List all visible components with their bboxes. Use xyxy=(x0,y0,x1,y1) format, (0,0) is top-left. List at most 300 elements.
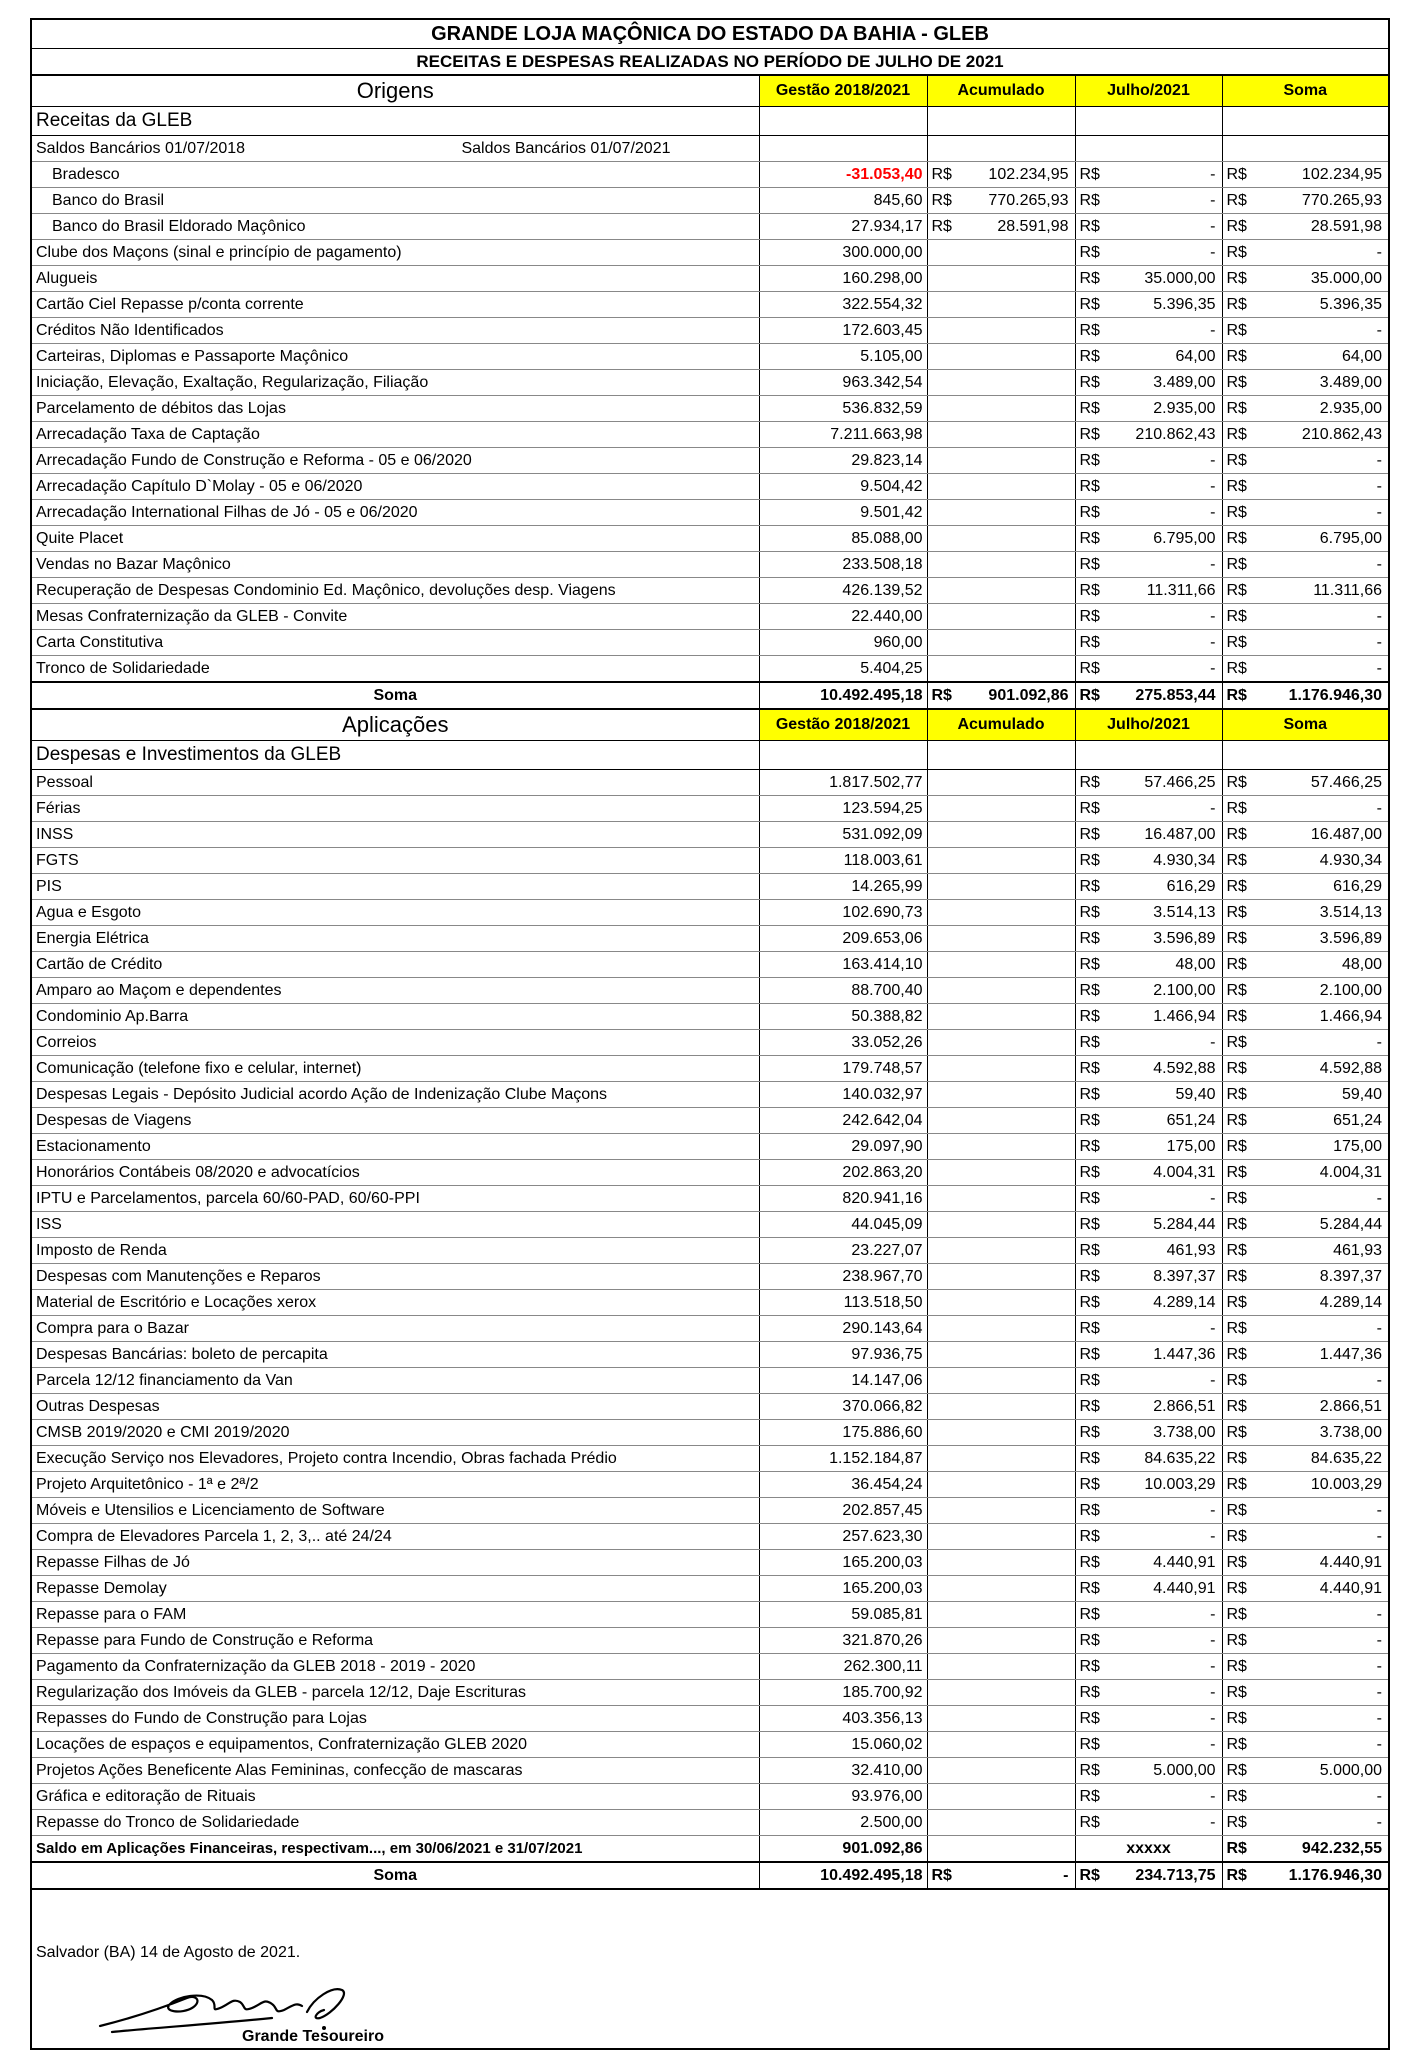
row-label: Arrecadação Fundo de Construção e Reforma - 05 e 06/2020 xyxy=(32,448,759,474)
julho xyxy=(1075,1368,1222,1394)
soma xyxy=(1222,240,1388,266)
gestao-value: 233.508,18 xyxy=(759,552,927,578)
currency-symbol: R$ xyxy=(1226,1242,1247,1259)
row-label: Estacionamento xyxy=(32,1134,759,1160)
empty-cell xyxy=(927,1238,1075,1264)
saldo-label: Saldo em Aplicações Financeiras, respectivam..., em 30/06/2021 e 31/07/2021 xyxy=(32,1836,759,1863)
soma-value: 4.004,31 xyxy=(1319,1164,1382,1181)
column-header: Acumulado xyxy=(927,75,1075,107)
gestao-value: 257.623,30 xyxy=(759,1524,927,1550)
column-header: Julho/2021 xyxy=(1075,75,1222,107)
julho xyxy=(1075,1290,1222,1316)
currency-symbol: R$ xyxy=(1079,1190,1100,1207)
currency-symbol: R$ xyxy=(1079,660,1100,677)
table-row xyxy=(32,926,1388,952)
julho xyxy=(1075,214,1222,240)
empty-cell xyxy=(927,1524,1075,1550)
table-row xyxy=(32,770,1388,796)
soma xyxy=(1222,1758,1388,1784)
gestao-value: 242.642,04 xyxy=(759,1108,927,1134)
julho-value: - xyxy=(1210,1320,1216,1337)
row-label: Banco do Brasil Eldorado Maçônico xyxy=(32,214,759,240)
table-row xyxy=(32,1628,1388,1654)
gestao-value: 179.748,57 xyxy=(759,1056,927,1082)
gestao-value: 165.200,03 xyxy=(759,1576,927,1602)
currency-symbol: R$ xyxy=(1226,956,1247,973)
julho-value: - xyxy=(1210,634,1216,651)
julho xyxy=(1075,1602,1222,1628)
table-row xyxy=(32,1784,1388,1810)
soma-value: - xyxy=(1376,1606,1382,1623)
currency-symbol: R$ xyxy=(1226,192,1247,209)
table-row xyxy=(32,604,1388,630)
julho-value: - xyxy=(1210,608,1216,625)
julho xyxy=(1075,1784,1222,1810)
row-label: Agua e Esgoto xyxy=(32,900,759,926)
julho-value: - xyxy=(1210,478,1216,495)
julho xyxy=(1075,900,1222,926)
gestao-value: 27.934,17 xyxy=(759,214,927,240)
julho-value: - xyxy=(1210,1632,1216,1649)
soma xyxy=(1222,1186,1388,1212)
julho xyxy=(1075,1342,1222,1368)
acumulado xyxy=(927,188,1075,214)
row-label: Projetos Ações Beneficente Alas Femininas, confecção de mascaras xyxy=(32,1758,759,1784)
gestao-value: 50.388,82 xyxy=(759,1004,927,1030)
empty-cell xyxy=(927,796,1075,822)
empty-cell xyxy=(927,266,1075,292)
saldo-julho: xxxxx xyxy=(1075,1836,1222,1863)
soma xyxy=(1222,214,1388,240)
empty-cell xyxy=(759,107,927,136)
gestao-value: 403.356,13 xyxy=(759,1706,927,1732)
soma-value: - xyxy=(1376,1788,1382,1805)
soma-value: 64,00 xyxy=(1341,348,1382,365)
empty-cell xyxy=(927,578,1075,604)
soma-value: - xyxy=(1376,1814,1382,1831)
julho-value: 48,00 xyxy=(1175,956,1216,973)
table-row xyxy=(32,1732,1388,1758)
row-label: Pagamento da Confraternização da GLEB 2018 - 2019 - 2020 xyxy=(32,1654,759,1680)
currency-symbol: R$ xyxy=(1226,1268,1247,1285)
empty-cell xyxy=(927,1602,1075,1628)
currency-symbol: R$ xyxy=(1226,930,1247,947)
row-label: Despesas Bancárias: boleto de percapita xyxy=(32,1342,759,1368)
currency-symbol: R$ xyxy=(1226,1216,1247,1233)
currency-symbol: R$ xyxy=(1079,1450,1100,1467)
gestao-value: -31.053,40 xyxy=(759,162,927,188)
gestao-value: 2.500,00 xyxy=(759,1810,927,1836)
table-row xyxy=(32,1576,1388,1602)
total-gestao: 10.492.495,18 xyxy=(759,682,927,709)
saldos-bancarios-row xyxy=(32,136,1388,162)
empty-cell xyxy=(927,1082,1075,1108)
gestao-value: 960,00 xyxy=(759,630,927,656)
currency-symbol: R$ xyxy=(931,687,952,704)
soma-value: 461,93 xyxy=(1333,1242,1382,1259)
table-row xyxy=(32,1758,1388,1784)
table-row xyxy=(32,1706,1388,1732)
soma-value: 35.000,00 xyxy=(1310,270,1382,287)
julho-value: - xyxy=(1210,1502,1216,1519)
empty-cell xyxy=(927,656,1075,683)
currency-symbol: R$ xyxy=(1226,1632,1247,1649)
row-label: Amparo ao Maçom e dependentes xyxy=(32,978,759,1004)
empty-cell xyxy=(927,1420,1075,1446)
soma xyxy=(1222,1498,1388,1524)
row-label: Despesas de Viagens xyxy=(32,1108,759,1134)
julho-value: - xyxy=(1210,504,1216,521)
currency-symbol: R$ xyxy=(1226,1138,1247,1155)
soma-value: - xyxy=(1376,1528,1382,1545)
julho xyxy=(1075,1550,1222,1576)
julho-value: - xyxy=(1210,660,1216,677)
gestao-value: 9.504,42 xyxy=(759,474,927,500)
row-label: CMSB 2019/2020 e CMI 2019/2020 xyxy=(32,1420,759,1446)
soma-value: 616,29 xyxy=(1333,878,1382,895)
currency-symbol: R$ xyxy=(931,192,952,209)
julho-value: 3.596,89 xyxy=(1153,930,1216,947)
currency-symbol: R$ xyxy=(1079,1684,1100,1701)
soma-value: 28.591,98 xyxy=(1310,218,1382,235)
julho xyxy=(1075,1680,1222,1706)
row-label: Arrecadação International Filhas de Jó - 05 e 06/2020 xyxy=(32,500,759,526)
julho-value: 16.487,00 xyxy=(1144,826,1216,843)
row-label: Despesas com Manutenções e Reparos xyxy=(32,1264,759,1290)
table-row xyxy=(32,578,1388,604)
empty-cell xyxy=(927,1342,1075,1368)
julho xyxy=(1075,822,1222,848)
currency-symbol: R$ xyxy=(1226,348,1247,365)
table-row xyxy=(32,266,1388,292)
empty-cell xyxy=(927,422,1075,448)
financial-report-sheet xyxy=(30,18,1390,2050)
empty-cell xyxy=(927,952,1075,978)
soma xyxy=(1222,1030,1388,1056)
julho-value: 84.635,22 xyxy=(1144,1450,1216,1467)
gestao-value: 172.603,45 xyxy=(759,318,927,344)
soma xyxy=(1222,1602,1388,1628)
empty-cell xyxy=(927,1446,1075,1472)
julho xyxy=(1075,1732,1222,1758)
soma xyxy=(1222,1056,1388,1082)
empty-cell xyxy=(927,1108,1075,1134)
currency-symbol: R$ xyxy=(1226,1346,1247,1363)
row-label: Repasse Demolay xyxy=(32,1576,759,1602)
julho xyxy=(1075,240,1222,266)
row-label: Compra para o Bazar xyxy=(32,1316,759,1342)
currency-symbol: R$ xyxy=(1079,904,1100,921)
soma xyxy=(1222,874,1388,900)
julho xyxy=(1075,318,1222,344)
currency-symbol: R$ xyxy=(1079,374,1100,391)
empty-cell xyxy=(927,630,1075,656)
currency-symbol: R$ xyxy=(1079,1476,1100,1493)
origens-total-row xyxy=(32,682,1388,709)
julho-value: - xyxy=(1210,1814,1216,1831)
soma-value: 651,24 xyxy=(1333,1112,1382,1129)
gestao-value: 33.052,26 xyxy=(759,1030,927,1056)
currency-symbol: R$ xyxy=(1226,634,1247,651)
row-label: Arrecadação Taxa de Captação xyxy=(32,422,759,448)
total-acumulado-value: 901.092,86 xyxy=(988,687,1069,704)
row-label: Regularização dos Imóveis da GLEB - parcela 12/12, Daje Escrituras xyxy=(32,1680,759,1706)
gestao-value: 7.211.663,98 xyxy=(759,422,927,448)
gestao-value: 36.454,24 xyxy=(759,1472,927,1498)
julho xyxy=(1075,188,1222,214)
gestao-value: 175.886,60 xyxy=(759,1420,927,1446)
currency-symbol: R$ xyxy=(1079,270,1100,287)
currency-symbol: R$ xyxy=(1226,852,1247,869)
julho xyxy=(1075,448,1222,474)
julho-value: - xyxy=(1210,1788,1216,1805)
empty-cell xyxy=(927,318,1075,344)
soma-value: 2.935,00 xyxy=(1319,400,1382,417)
row-label: Projeto Arquitetônico - 1ª e 2ª/2 xyxy=(32,1472,759,1498)
currency-symbol: R$ xyxy=(1079,1242,1100,1259)
row-label: Tronco de Solidariedade xyxy=(32,656,759,683)
currency-symbol: R$ xyxy=(1226,1658,1247,1675)
empty-cell xyxy=(927,1654,1075,1680)
julho-value: 57.466,25 xyxy=(1144,774,1216,791)
table-row xyxy=(32,1368,1388,1394)
currency-symbol: R$ xyxy=(1226,1086,1247,1103)
empty-cell xyxy=(927,1212,1075,1238)
gestao-value: 163.414,10 xyxy=(759,952,927,978)
gestao-value: 300.000,00 xyxy=(759,240,927,266)
soma xyxy=(1222,318,1388,344)
saldo-aplicacoes-row xyxy=(32,1836,1388,1863)
currency-symbol: R$ xyxy=(1226,556,1247,573)
julho xyxy=(1075,1446,1222,1472)
currency-symbol: R$ xyxy=(1226,166,1247,183)
row-label: Material de Escritório e Locações xerox xyxy=(32,1290,759,1316)
gestao-value: 845,60 xyxy=(759,188,927,214)
julho xyxy=(1075,1316,1222,1342)
currency-symbol: R$ xyxy=(1079,478,1100,495)
currency-symbol: R$ xyxy=(1226,1528,1247,1545)
currency-symbol: R$ xyxy=(1226,400,1247,417)
julho xyxy=(1075,874,1222,900)
soma xyxy=(1222,822,1388,848)
julho xyxy=(1075,500,1222,526)
gestao-value: 23.227,07 xyxy=(759,1238,927,1264)
currency-symbol: R$ xyxy=(1226,582,1247,599)
soma xyxy=(1222,500,1388,526)
empty-cell xyxy=(1075,107,1222,136)
currency-symbol: R$ xyxy=(1079,1372,1100,1389)
table-row xyxy=(32,1602,1388,1628)
currency-symbol: R$ xyxy=(1226,1320,1247,1337)
currency-symbol: R$ xyxy=(1226,1034,1247,1051)
currency-symbol: R$ xyxy=(1226,687,1247,704)
row-label: Honorários Contábeis 08/2020 e advocatícios xyxy=(32,1160,759,1186)
soma xyxy=(1222,900,1388,926)
empty-cell xyxy=(927,292,1075,318)
julho xyxy=(1075,474,1222,500)
currency-symbol: R$ xyxy=(1079,982,1100,999)
soma-value: - xyxy=(1376,504,1382,521)
table-row xyxy=(32,292,1388,318)
row-label: Repasse do Tronco de Solidariedade xyxy=(32,1810,759,1836)
total-soma-value: 1.176.946,30 xyxy=(1288,1867,1382,1884)
saldos-2018-label: Saldos Bancários 01/07/2018 xyxy=(36,140,246,157)
table-row xyxy=(32,822,1388,848)
julho xyxy=(1075,630,1222,656)
soma-value: 57.466,25 xyxy=(1310,774,1382,791)
empty-cell xyxy=(927,1706,1075,1732)
soma-value: 4.440,91 xyxy=(1319,1580,1382,1597)
currency-symbol: R$ xyxy=(1226,1112,1247,1129)
soma-value: - xyxy=(1376,1190,1382,1207)
julho xyxy=(1075,978,1222,1004)
julho-value: 210.862,43 xyxy=(1135,426,1216,443)
section-title: Aplicações xyxy=(32,709,759,741)
julho-value: 175,00 xyxy=(1166,1138,1216,1155)
currency-symbol: R$ xyxy=(1226,1294,1247,1311)
gestao-value: 963.342,54 xyxy=(759,370,927,396)
column-header: Julho/2021 xyxy=(1075,709,1222,741)
julho-value: - xyxy=(1210,452,1216,469)
soma xyxy=(1222,188,1388,214)
currency-symbol: R$ xyxy=(1226,1788,1247,1805)
currency-symbol: R$ xyxy=(1079,852,1100,869)
row-label: Mesas Confraternização da GLEB - Convite xyxy=(32,604,759,630)
currency-symbol: R$ xyxy=(1079,452,1100,469)
gestao-value: 5.105,00 xyxy=(759,344,927,370)
julho-value: 3.514,13 xyxy=(1153,904,1216,921)
soma xyxy=(1222,926,1388,952)
soma xyxy=(1222,1732,1388,1758)
row-label: Créditos Não Identificados xyxy=(32,318,759,344)
currency-symbol: R$ xyxy=(1226,1060,1247,1077)
soma xyxy=(1222,1108,1388,1134)
soma-value: - xyxy=(1376,800,1382,817)
gestao-value: 32.410,00 xyxy=(759,1758,927,1784)
soma-value: - xyxy=(1376,1710,1382,1727)
row-label: INSS xyxy=(32,822,759,848)
julho-value: 2.935,00 xyxy=(1153,400,1216,417)
julho-value: - xyxy=(1210,1034,1216,1051)
currency-symbol: R$ xyxy=(1226,1710,1247,1727)
currency-symbol: R$ xyxy=(1226,478,1247,495)
row-label: Repasse para Fundo de Construção e Reforma xyxy=(32,1628,759,1654)
currency-symbol: R$ xyxy=(1079,774,1100,791)
gestao-value: 262.300,11 xyxy=(759,1654,927,1680)
table-row xyxy=(32,1082,1388,1108)
soma xyxy=(1222,1342,1388,1368)
soma xyxy=(1222,1550,1388,1576)
currency-symbol: R$ xyxy=(1226,452,1247,469)
empty-cell xyxy=(927,1316,1075,1342)
currency-symbol: R$ xyxy=(1079,1086,1100,1103)
gestao-value: 118.003,61 xyxy=(759,848,927,874)
julho-value: 4.930,34 xyxy=(1153,852,1216,869)
gestao-value: 209.653,06 xyxy=(759,926,927,952)
julho xyxy=(1075,1160,1222,1186)
column-header: Acumulado xyxy=(927,709,1075,741)
row-label: Condominio Ap.Barra xyxy=(32,1004,759,1030)
julho xyxy=(1075,1654,1222,1680)
currency-symbol: R$ xyxy=(1079,608,1100,625)
empty-cell xyxy=(927,552,1075,578)
currency-symbol: R$ xyxy=(931,218,952,235)
julho xyxy=(1075,422,1222,448)
soma-value: 3.514,13 xyxy=(1319,904,1382,921)
acumulado xyxy=(927,214,1075,240)
julho-value: - xyxy=(1210,1528,1216,1545)
currency-symbol: R$ xyxy=(1079,166,1100,183)
soma xyxy=(1222,266,1388,292)
empty-cell xyxy=(927,978,1075,1004)
row-label: Iniciação, Elevação, Exaltação, Regularização, Filiação xyxy=(32,370,759,396)
aplicacoes-total-row xyxy=(32,1862,1388,1889)
soma xyxy=(1222,370,1388,396)
julho-value: - xyxy=(1210,800,1216,817)
column-header: Gestão 2018/2021 xyxy=(759,75,927,107)
gestao-value: 97.936,75 xyxy=(759,1342,927,1368)
empty-cell xyxy=(927,1680,1075,1706)
currency-symbol: R$ xyxy=(1079,1034,1100,1051)
table-row xyxy=(32,448,1388,474)
currency-symbol: R$ xyxy=(1079,1138,1100,1155)
total-label: Soma xyxy=(32,682,759,709)
gestao-value: 202.863,20 xyxy=(759,1160,927,1186)
gestao-value: 5.404,25 xyxy=(759,656,927,683)
julho xyxy=(1075,796,1222,822)
row-label: Parcela 12/12 financiamento da Van xyxy=(32,1368,759,1394)
row-label: Correios xyxy=(32,1030,759,1056)
gestao-value: 102.690,73 xyxy=(759,900,927,926)
soma-value: 84.635,22 xyxy=(1310,1450,1382,1467)
soma-value: 5.396,35 xyxy=(1319,296,1382,313)
gestao-value: 14.265,99 xyxy=(759,874,927,900)
row-label: PIS xyxy=(32,874,759,900)
row-label: Despesas Legais - Depósito Judicial acordo Ação de Indenização Clube Maçons xyxy=(32,1082,759,1108)
currency-symbol: R$ xyxy=(1226,1840,1247,1857)
currency-symbol: R$ xyxy=(1226,774,1247,791)
empty-cell xyxy=(927,1134,1075,1160)
empty-cell xyxy=(927,848,1075,874)
currency-symbol: R$ xyxy=(1226,296,1247,313)
table-row xyxy=(32,952,1388,978)
julho-value: - xyxy=(1210,1658,1216,1675)
gestao-value: 29.823,14 xyxy=(759,448,927,474)
table-row xyxy=(32,900,1388,926)
soma-value: 2.866,51 xyxy=(1319,1398,1382,1415)
soma xyxy=(1222,422,1388,448)
julho-value: - xyxy=(1210,1606,1216,1623)
total-julho xyxy=(1075,1862,1222,1889)
soma xyxy=(1222,656,1388,683)
soma-value: 3.738,00 xyxy=(1319,1424,1382,1441)
soma xyxy=(1222,1680,1388,1706)
table-row xyxy=(32,1680,1388,1706)
julho xyxy=(1075,162,1222,188)
gestao-value: 1.152.184,87 xyxy=(759,1446,927,1472)
currency-symbol: R$ xyxy=(1079,687,1100,704)
table-row xyxy=(32,1290,1388,1316)
julho-value: 5.000,00 xyxy=(1153,1762,1216,1779)
total-julho-value: 275.853,44 xyxy=(1135,687,1216,704)
saldo-soma xyxy=(1222,1836,1388,1863)
row-label: Outras Despesas xyxy=(32,1394,759,1420)
soma xyxy=(1222,1784,1388,1810)
row-label: Clube dos Maçons (sinal e princípio de pagamento) xyxy=(32,240,759,266)
empty-cell xyxy=(927,240,1075,266)
table-row xyxy=(32,188,1388,214)
table-row xyxy=(32,796,1388,822)
